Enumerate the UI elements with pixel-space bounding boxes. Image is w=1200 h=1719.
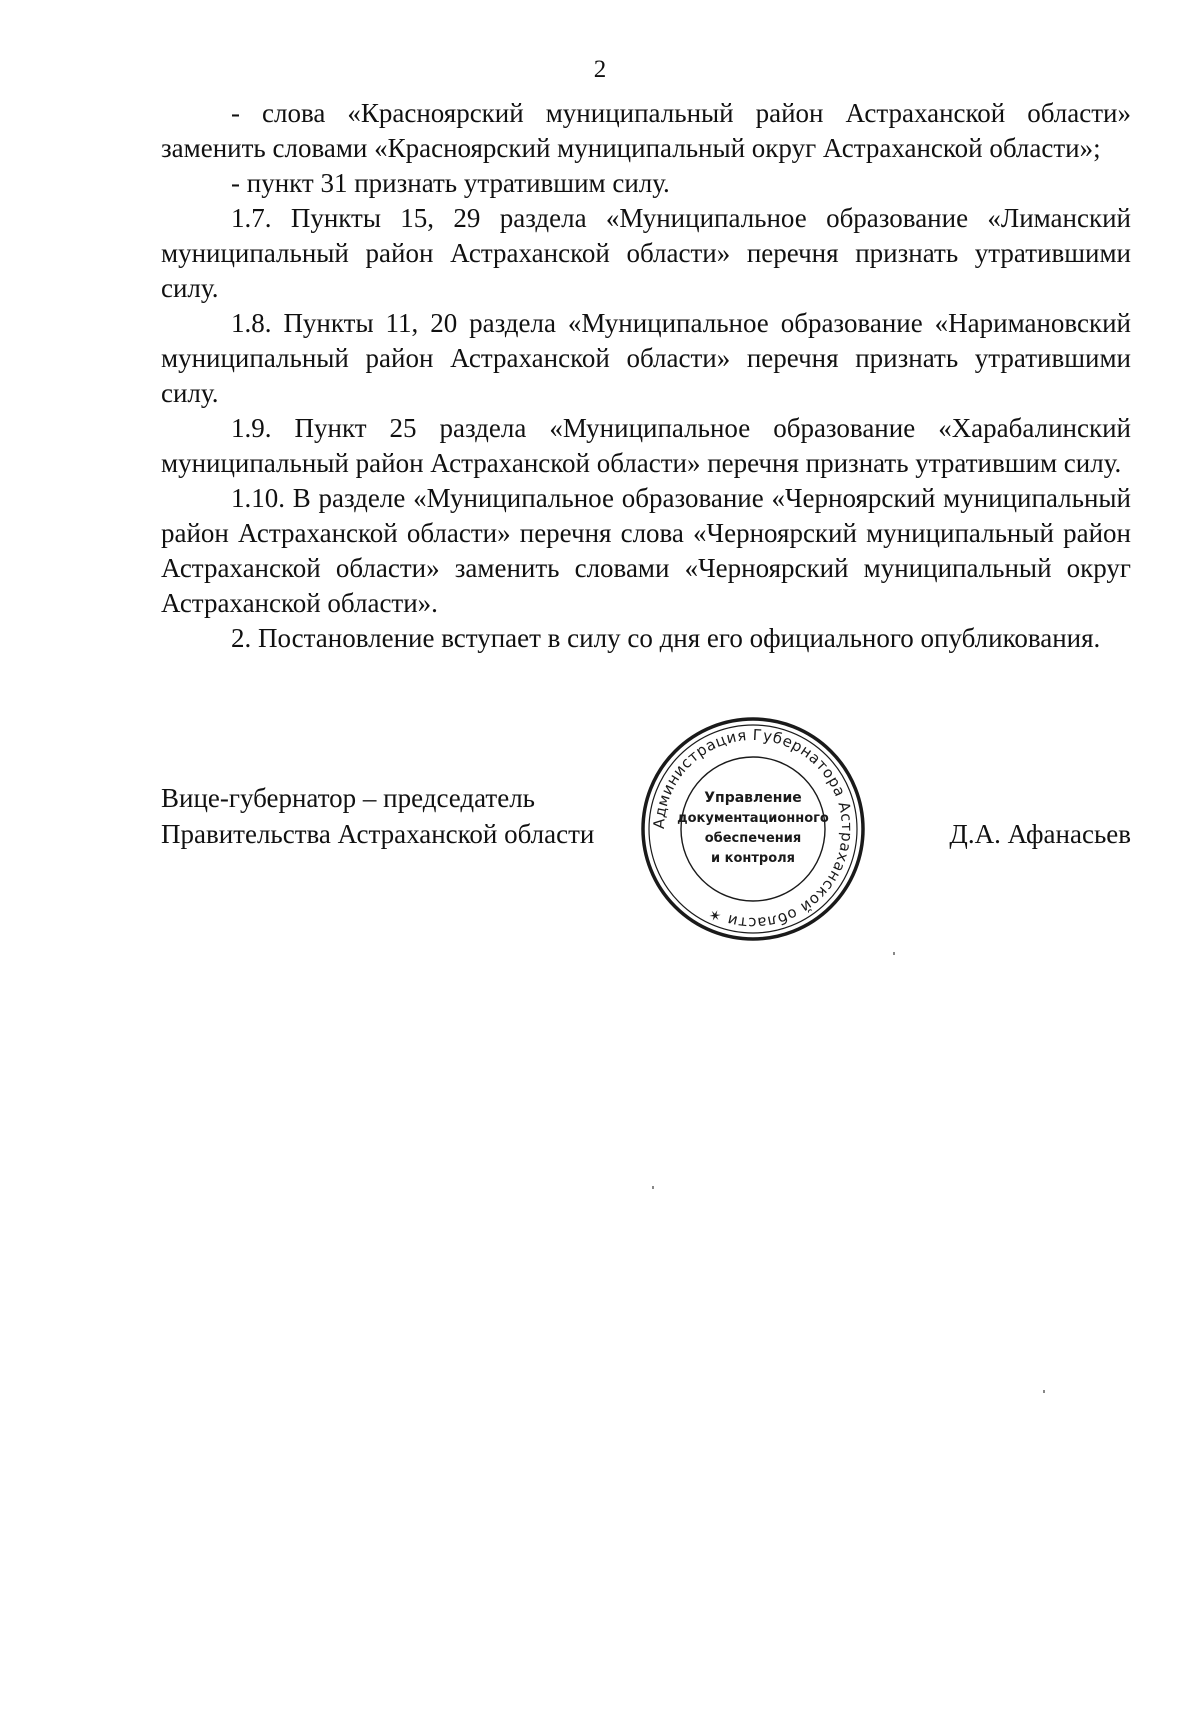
official-stamp	[640, 716, 866, 942]
paragraph: 2. Постановление вступает в силу со дня его официального опубликования.	[231, 623, 1101, 653]
stamp-inner-ring	[681, 757, 825, 901]
scan-speck	[893, 952, 895, 955]
signer-position	[161, 780, 594, 852]
paragraph: 1.9. Пункт 25 раздела «Муниципальное образование «Харабалинский муниципальный район Астраханской области» перечня признать утратившим силу.	[161, 413, 1131, 478]
stamp-outer-ring	[643, 719, 863, 939]
paragraph: 1.8. Пункты 11, 20 раздела «Муниципальное образование «Наримановский муниципальный район Астраханской области» перечня признать утратившими силу.	[161, 308, 1131, 408]
stamp-center-line: и контроля	[710, 851, 796, 866]
signer-position-line: Правительства Астраханской области	[161, 819, 595, 849]
scan-speck	[652, 1186, 654, 1189]
document-body	[161, 96, 1131, 656]
stamp-center-line: обеспечения	[704, 831, 802, 846]
page-number: 2	[593, 56, 607, 83]
paragraph: 1.10. В разделе «Муниципальное образование «Черноярский муниципальный район Астраханской области» перечня слова «Черноярский муниципальный район Астраханской области» заменить словами «Черноярский муниципальный округ Астраханской области».	[161, 483, 1131, 618]
signer-position-line: Вице-губернатор – председатель	[161, 783, 535, 813]
stamp-ring-text: Администрация Губернатора Астраханской области ✶	[649, 725, 857, 933]
stamp-center-line: документационного	[677, 811, 829, 826]
stamp-center-line: Управление	[704, 790, 802, 806]
scan-speck	[1043, 1390, 1045, 1393]
signer-name: Д.А. Афанасьев	[949, 819, 1131, 849]
paragraph: - слова «Красноярский муниципальный район Астраханской области» заменить словами «Красноярский муниципальный округ Астраханской области»;	[161, 98, 1131, 163]
paragraph: - пункт 31 признать утратившим силу.	[231, 168, 670, 198]
paragraph: 1.7. Пункты 15, 29 раздела «Муниципальное образование «Лиманский муниципальный район Астраханской области» перечня признать утратившими силу.	[161, 203, 1131, 303]
